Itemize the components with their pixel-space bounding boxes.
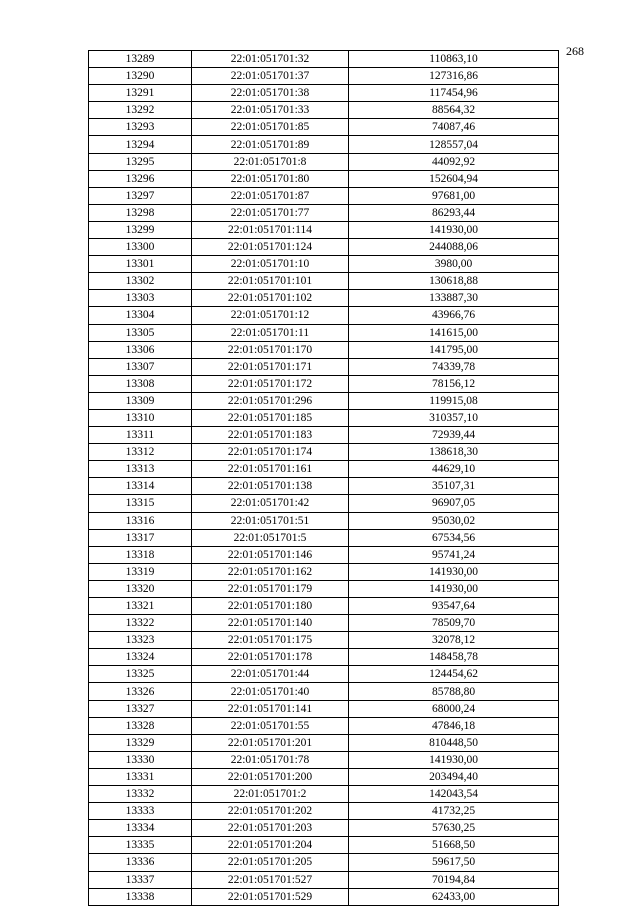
table-row <box>89 854 559 871</box>
row-number-cell: 13323 <box>89 632 192 649</box>
row-number-cell: 13296 <box>89 170 192 187</box>
cadastral-number-cell: 22:01:051701:33 <box>192 102 349 119</box>
value-cell: 67534,56 <box>349 529 559 546</box>
row-number-cell: 13326 <box>89 683 192 700</box>
row-number-cell: 13289 <box>89 51 192 68</box>
row-number-cell: 13306 <box>89 341 192 358</box>
value-cell: 93547,64 <box>349 598 559 615</box>
cadastral-number-cell: 22:01:051701:42 <box>192 495 349 512</box>
value-cell: 97681,00 <box>349 187 559 204</box>
cadastral-number-cell: 22:01:051701:78 <box>192 751 349 768</box>
value-cell: 78509,70 <box>349 615 559 632</box>
cadastral-number-cell: 22:01:051701:201 <box>192 734 349 751</box>
cadastral-number-cell: 22:01:051701:2 <box>192 786 349 803</box>
cadastral-number-cell: 22:01:051701:102 <box>192 290 349 307</box>
row-number-cell: 13316 <box>89 512 192 529</box>
value-cell: 141930,00 <box>349 563 559 580</box>
value-cell: 141930,00 <box>349 751 559 768</box>
value-cell: 128557,04 <box>349 136 559 153</box>
row-number-cell: 13305 <box>89 324 192 341</box>
cadastral-number-cell: 22:01:051701:85 <box>192 119 349 136</box>
cadastral-number-cell: 22:01:051701:172 <box>192 375 349 392</box>
value-cell: 203494,40 <box>349 768 559 785</box>
table-row <box>89 820 559 837</box>
table-row <box>89 768 559 785</box>
row-number-cell: 13311 <box>89 427 192 444</box>
cadastral-number-cell: 22:01:051701:10 <box>192 256 349 273</box>
cadastral-number-cell: 22:01:051701:5 <box>192 529 349 546</box>
row-number-cell: 13329 <box>89 734 192 751</box>
table-row <box>89 187 559 204</box>
row-number-cell: 13337 <box>89 871 192 888</box>
row-number-cell: 13295 <box>89 153 192 170</box>
row-number-cell: 13299 <box>89 221 192 238</box>
cadastral-number-cell: 22:01:051701:38 <box>192 85 349 102</box>
row-number-cell: 13292 <box>89 102 192 119</box>
value-cell: 110863,10 <box>349 51 559 68</box>
row-number-cell: 13319 <box>89 563 192 580</box>
cadastral-number-cell: 22:01:051701:138 <box>192 478 349 495</box>
row-number-cell: 13317 <box>89 529 192 546</box>
value-cell: 88564,32 <box>349 102 559 119</box>
value-cell: 310357,10 <box>349 409 559 426</box>
table-row <box>89 444 559 461</box>
table-row <box>89 871 559 888</box>
cadastral-number-cell: 22:01:051701:77 <box>192 204 349 221</box>
table-row <box>89 136 559 153</box>
cadastral-number-cell: 22:01:051701:296 <box>192 392 349 409</box>
row-number-cell: 13333 <box>89 803 192 820</box>
table-row <box>89 324 559 341</box>
table-row <box>89 563 559 580</box>
cadastral-number-cell: 22:01:051701:37 <box>192 68 349 85</box>
cadastral-number-cell: 22:01:051701:101 <box>192 273 349 290</box>
cadastral-number-cell: 22:01:051701:205 <box>192 854 349 871</box>
cadastral-number-cell: 22:01:051701:140 <box>192 615 349 632</box>
value-cell: 95030,02 <box>349 512 559 529</box>
table-row <box>89 68 559 85</box>
cadastral-number-cell: 22:01:051701:12 <box>192 307 349 324</box>
row-number-cell: 13321 <box>89 598 192 615</box>
table-row <box>89 51 559 68</box>
table-row <box>89 598 559 615</box>
table-row <box>89 546 559 563</box>
table-row <box>89 478 559 495</box>
cadastral-number-cell: 22:01:051701:529 <box>192 888 349 905</box>
table-row <box>89 273 559 290</box>
table-row <box>89 409 559 426</box>
value-cell: 85788,80 <box>349 683 559 700</box>
value-cell: 141930,00 <box>349 221 559 238</box>
row-number-cell: 13313 <box>89 461 192 478</box>
cadastral-number-cell: 22:01:051701:204 <box>192 837 349 854</box>
value-cell: 142043,54 <box>349 786 559 803</box>
value-cell: 78156,12 <box>349 375 559 392</box>
row-number-cell: 13293 <box>89 119 192 136</box>
value-cell: 127316,86 <box>349 68 559 85</box>
value-cell: 47846,18 <box>349 717 559 734</box>
cadastral-number-cell: 22:01:051701:183 <box>192 427 349 444</box>
row-number-cell: 13291 <box>89 85 192 102</box>
page-number: 268 <box>566 44 584 58</box>
table-row <box>89 170 559 187</box>
value-cell: 3980,00 <box>349 256 559 273</box>
value-cell: 810448,50 <box>349 734 559 751</box>
table-row <box>89 580 559 597</box>
table-row <box>89 632 559 649</box>
value-cell: 59617,50 <box>349 854 559 871</box>
value-cell: 96907,05 <box>349 495 559 512</box>
row-number-cell: 13338 <box>89 888 192 905</box>
registry-table <box>88 50 559 906</box>
cadastral-number-cell: 22:01:051701:161 <box>192 461 349 478</box>
row-number-cell: 13332 <box>89 786 192 803</box>
table-row <box>89 102 559 119</box>
table-row <box>89 734 559 751</box>
row-number-cell: 13298 <box>89 204 192 221</box>
value-cell: 44629,10 <box>349 461 559 478</box>
row-number-cell: 13327 <box>89 700 192 717</box>
row-number-cell: 13335 <box>89 837 192 854</box>
table-row <box>89 786 559 803</box>
table-row <box>89 392 559 409</box>
row-number-cell: 13320 <box>89 580 192 597</box>
value-cell: 95741,24 <box>349 546 559 563</box>
table-row <box>89 837 559 854</box>
table-row <box>89 495 559 512</box>
value-cell: 148458,78 <box>349 649 559 666</box>
cadastral-number-cell: 22:01:051701:171 <box>192 358 349 375</box>
value-cell: 57630,25 <box>349 820 559 837</box>
cadastral-number-cell: 22:01:051701:527 <box>192 871 349 888</box>
cadastral-number-cell: 22:01:051701:87 <box>192 187 349 204</box>
table-row <box>89 666 559 683</box>
cadastral-number-cell: 22:01:051701:80 <box>192 170 349 187</box>
row-number-cell: 13330 <box>89 751 192 768</box>
row-number-cell: 13307 <box>89 358 192 375</box>
value-cell: 51668,50 <box>349 837 559 854</box>
table-row <box>89 529 559 546</box>
table-row <box>89 427 559 444</box>
value-cell: 138618,30 <box>349 444 559 461</box>
row-number-cell: 13324 <box>89 649 192 666</box>
table-row <box>89 803 559 820</box>
cadastral-number-cell: 22:01:051701:162 <box>192 563 349 580</box>
row-number-cell: 13297 <box>89 187 192 204</box>
cadastral-number-cell: 22:01:051701:11 <box>192 324 349 341</box>
row-number-cell: 13312 <box>89 444 192 461</box>
row-number-cell: 13310 <box>89 409 192 426</box>
row-number-cell: 13301 <box>89 256 192 273</box>
table-row <box>89 358 559 375</box>
table-row <box>89 119 559 136</box>
cadastral-number-cell: 22:01:051701:203 <box>192 820 349 837</box>
row-number-cell: 13294 <box>89 136 192 153</box>
cadastral-number-cell: 22:01:051701:51 <box>192 512 349 529</box>
table-row <box>89 307 559 324</box>
registry-table-body <box>89 51 559 906</box>
cadastral-number-cell: 22:01:051701:178 <box>192 649 349 666</box>
table-row <box>89 85 559 102</box>
value-cell: 74087,46 <box>349 119 559 136</box>
cadastral-number-cell: 22:01:051701:146 <box>192 546 349 563</box>
table-row <box>89 461 559 478</box>
table-row <box>89 700 559 717</box>
cadastral-number-cell: 22:01:051701:179 <box>192 580 349 597</box>
cadastral-number-cell: 22:01:051701:170 <box>192 341 349 358</box>
cadastral-number-cell: 22:01:051701:175 <box>192 632 349 649</box>
value-cell: 32078,12 <box>349 632 559 649</box>
value-cell: 124454,62 <box>349 666 559 683</box>
cadastral-number-cell: 22:01:051701:44 <box>192 666 349 683</box>
cadastral-number-cell: 22:01:051701:40 <box>192 683 349 700</box>
row-number-cell: 13325 <box>89 666 192 683</box>
value-cell: 244088,06 <box>349 239 559 256</box>
row-number-cell: 13303 <box>89 290 192 307</box>
row-number-cell: 13300 <box>89 239 192 256</box>
value-cell: 119915,08 <box>349 392 559 409</box>
table-row <box>89 751 559 768</box>
row-number-cell: 13336 <box>89 854 192 871</box>
cadastral-number-cell: 22:01:051701:55 <box>192 717 349 734</box>
cadastral-number-cell: 22:01:051701:8 <box>192 153 349 170</box>
cadastral-number-cell: 22:01:051701:174 <box>192 444 349 461</box>
table-row <box>89 615 559 632</box>
table-row <box>89 375 559 392</box>
row-number-cell: 13314 <box>89 478 192 495</box>
value-cell: 152604,94 <box>349 170 559 187</box>
cadastral-number-cell: 22:01:051701:141 <box>192 700 349 717</box>
value-cell: 41732,25 <box>349 803 559 820</box>
value-cell: 35107,31 <box>349 478 559 495</box>
cadastral-number-cell: 22:01:051701:185 <box>192 409 349 426</box>
row-number-cell: 13334 <box>89 820 192 837</box>
value-cell: 44092,92 <box>349 153 559 170</box>
row-number-cell: 13308 <box>89 375 192 392</box>
table-row <box>89 683 559 700</box>
row-number-cell: 13331 <box>89 768 192 785</box>
value-cell: 86293,44 <box>349 204 559 221</box>
row-number-cell: 13322 <box>89 615 192 632</box>
table-row <box>89 717 559 734</box>
table-row <box>89 341 559 358</box>
table-row <box>89 290 559 307</box>
row-number-cell: 13315 <box>89 495 192 512</box>
cadastral-number-cell: 22:01:051701:202 <box>192 803 349 820</box>
table-row <box>89 512 559 529</box>
cadastral-number-cell: 22:01:051701:200 <box>192 768 349 785</box>
table-row <box>89 239 559 256</box>
cadastral-number-cell: 22:01:051701:32 <box>192 51 349 68</box>
value-cell: 133887,30 <box>349 290 559 307</box>
cadastral-number-cell: 22:01:051701:124 <box>192 239 349 256</box>
value-cell: 43966,76 <box>349 307 559 324</box>
table-row <box>89 888 559 905</box>
value-cell: 130618,88 <box>349 273 559 290</box>
cadastral-number-cell: 22:01:051701:89 <box>192 136 349 153</box>
value-cell: 70194,84 <box>349 871 559 888</box>
row-number-cell: 13304 <box>89 307 192 324</box>
cadastral-number-cell: 22:01:051701:114 <box>192 221 349 238</box>
row-number-cell: 13318 <box>89 546 192 563</box>
row-number-cell: 13309 <box>89 392 192 409</box>
value-cell: 141930,00 <box>349 580 559 597</box>
value-cell: 117454,96 <box>349 85 559 102</box>
table-row <box>89 256 559 273</box>
table-row <box>89 153 559 170</box>
value-cell: 141615,00 <box>349 324 559 341</box>
value-cell: 141795,00 <box>349 341 559 358</box>
table-row <box>89 221 559 238</box>
table-row <box>89 649 559 666</box>
value-cell: 74339,78 <box>349 358 559 375</box>
value-cell: 62433,00 <box>349 888 559 905</box>
row-number-cell: 13290 <box>89 68 192 85</box>
value-cell: 72939,44 <box>349 427 559 444</box>
value-cell: 68000,24 <box>349 700 559 717</box>
row-number-cell: 13302 <box>89 273 192 290</box>
cadastral-number-cell: 22:01:051701:180 <box>192 598 349 615</box>
table-row <box>89 204 559 221</box>
row-number-cell: 13328 <box>89 717 192 734</box>
